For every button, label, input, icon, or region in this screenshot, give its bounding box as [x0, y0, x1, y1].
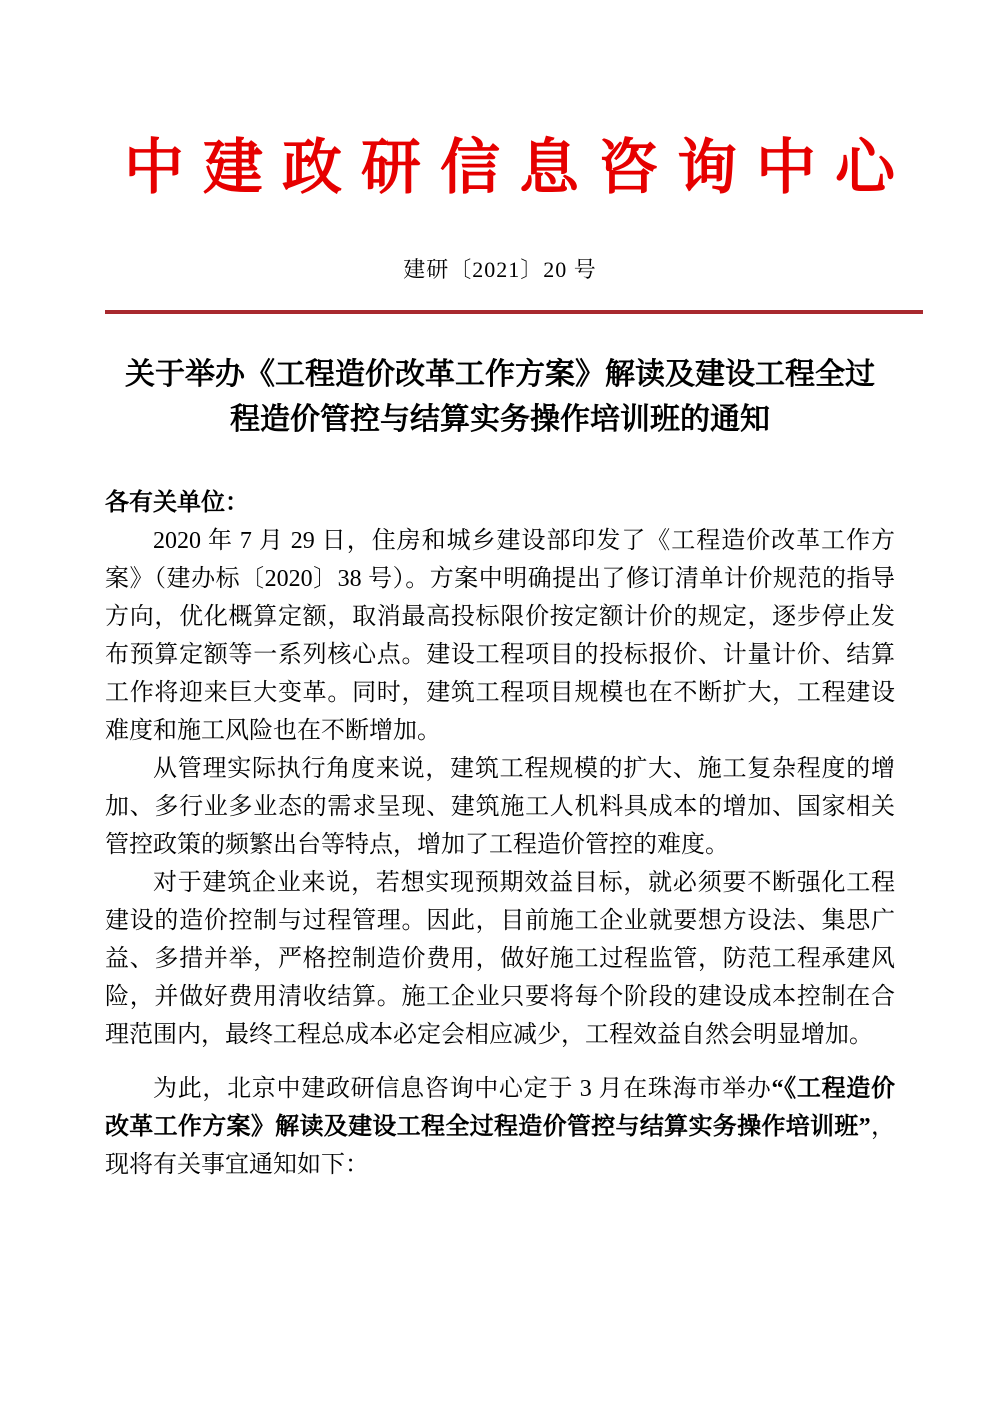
closing-post-text: ，现将有关事宜通知如下：: [105, 1114, 895, 1178]
closing-training-course-name: “《工程造价改革工作方案》解读及建设工程全过程造价管控与结算实务操作培训班”: [105, 1076, 896, 1140]
letterhead-org-name: 中建政研信息咨询中心: [124, 135, 914, 201]
paragraph-background: 2020 年 7 月 29 日，住房和城乡建设部印发了《工程造价改革工作方案》（建办标〔2020〕38 号）。方案中明确提出了修订清单计价规范的指导方向，优化概算定额，取消最高投标限价按定额计价的规定，逐步停止发布预算定额等一系列核心点。建设工程项目的投标报价、计量计价、结算工作将迎来巨大变革。同时，建筑工程项目规模也在不断扩大，工程建设难度和施工风险也在不断增加。: [105, 528, 895, 744]
document-title: 关于举办《工程造价改革工作方案》解读及建设工程全过程造价管控与结算实务操作培训班的通知: [125, 358, 875, 436]
salutation: 各有关单位：: [105, 490, 249, 516]
red-divider-line: [105, 310, 923, 314]
paragraph-management-context: 从管理实际执行角度来说，建筑工程规模的扩大、施工复杂程度的增加、多行业多业态的需求呈现、建筑施工人机料具成本的增加、国家相关管控政策的频繁出台等特点，增加了工程造价管控的难度。: [105, 756, 895, 858]
paragraph-closing: [105, 1070, 895, 1184]
closing-pre-text: 为此，北京中建政研信息咨询中心定于 3 月在珠海市举办: [153, 1076, 772, 1102]
document-number: 建研〔2021〕20 号: [403, 257, 597, 282]
paragraph-enterprise-cost-control: 对于建筑企业来说，若想实现预期效益目标，就必须要不断强化工程建设的造价控制与过程管理。因此，目前施工企业就要想方设法、集思广益、多措并举，严格控制造价费用，做好施工过程监管，防范工程承建风险，并做好费用清收结算。施工企业只要将每个阶段的建设成本控制在合理范围内，最终工程总成本必定会相应减少，工程效益自然会明显增加。: [105, 870, 895, 1048]
